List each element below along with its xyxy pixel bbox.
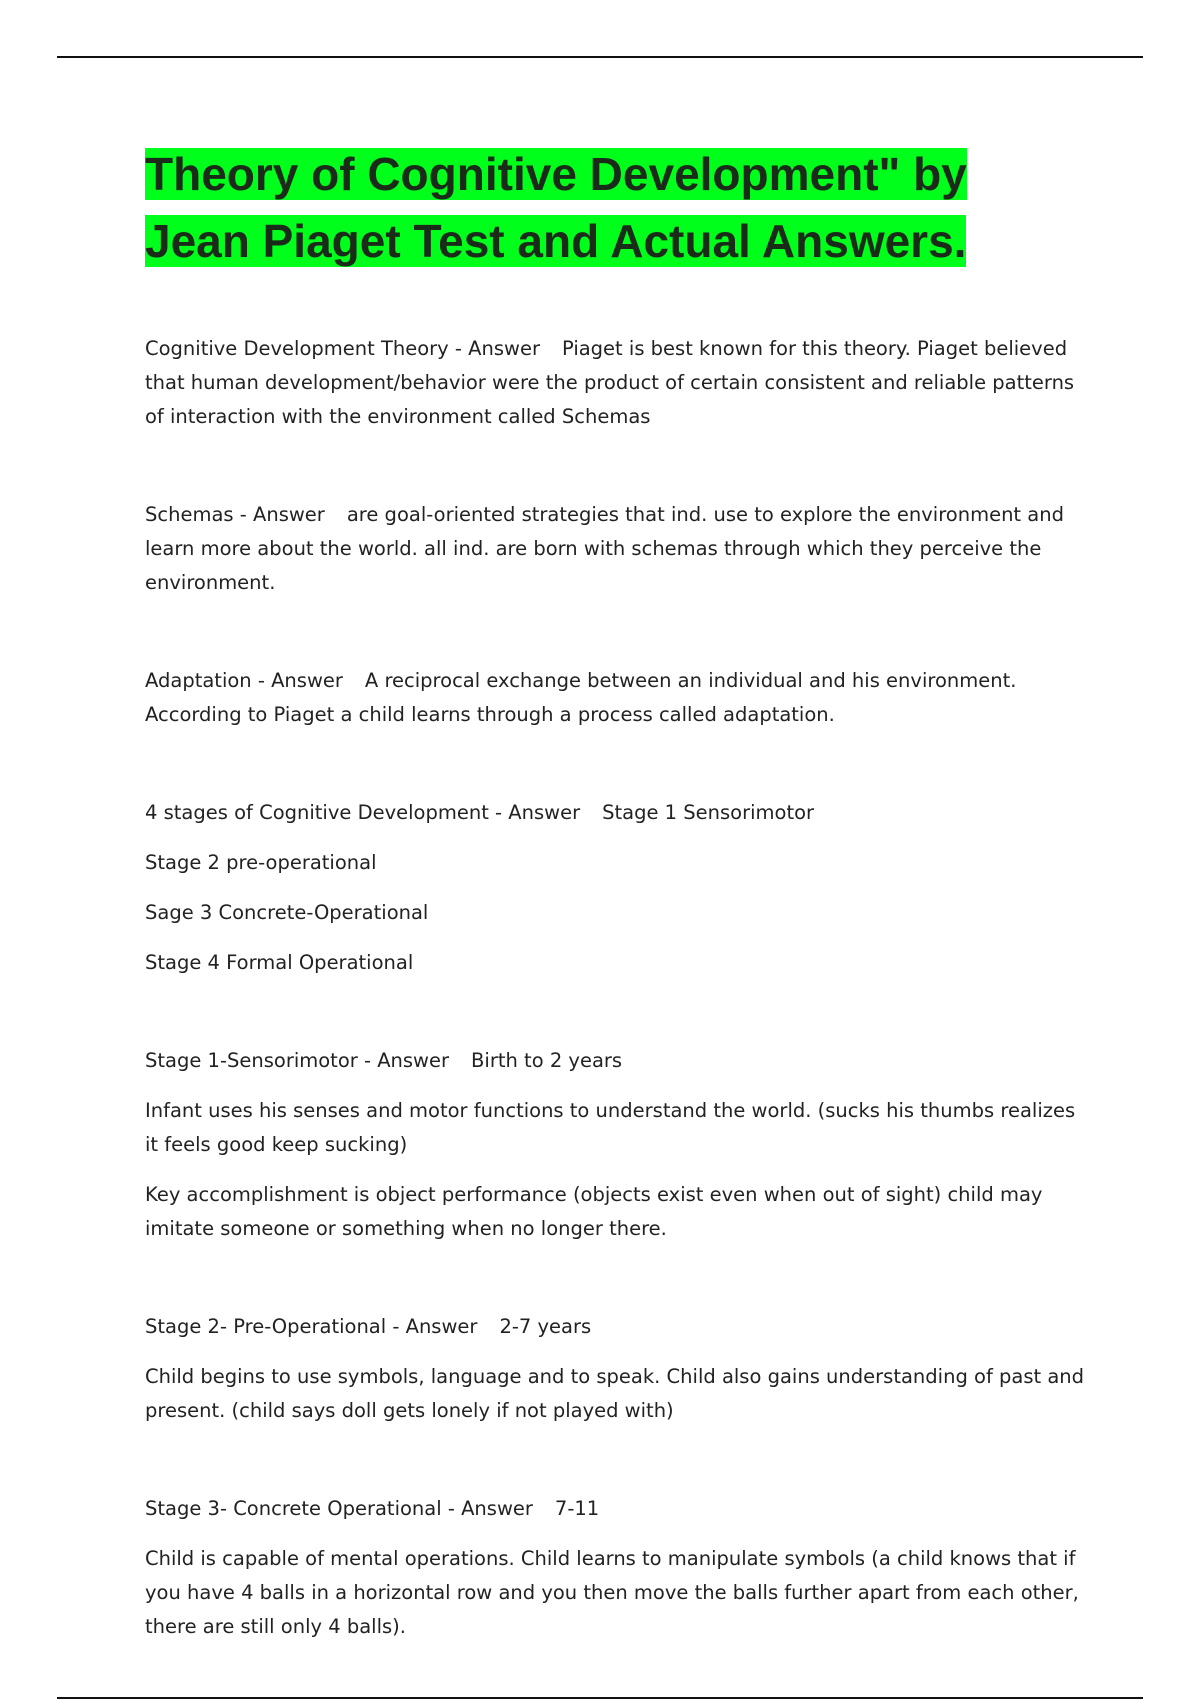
entry-answer: Piaget is best known for this theory. Piaget believed that human development/behavior were the product of certain consistent and reliable patterns of interaction with the environment called Schemas — [145, 337, 1075, 428]
entries-list — [145, 332, 1085, 1644]
entry-line — [145, 1492, 1085, 1526]
entry-four-stages — [145, 796, 1085, 980]
entry-paragraph: Key accomplishment is object performance (objects exist even when out of sight) child may imitate someone or something when no longer there. — [145, 1183, 1043, 1240]
entry-term: Stage 1-Sensorimotor - Answer — [145, 1049, 450, 1072]
entry-answer: Birth to 2 years — [471, 1049, 623, 1072]
entry-line — [145, 332, 1085, 434]
entry-cognitive-development-theory — [145, 332, 1085, 434]
entry-paragraph: Infant uses his senses and motor functions to understand the world. (sucks his thumbs realizes it feels good keep sucking) — [145, 1099, 1076, 1156]
entry-paragraph: Stage 4 Formal Operational — [145, 951, 414, 974]
entry-line — [145, 1310, 1085, 1344]
entry-paragraph: Sage 3 Concrete-Operational — [145, 901, 429, 924]
entry-answer: Stage 1 Sensorimotor — [602, 801, 815, 824]
entry-line — [145, 664, 1085, 732]
entry-stage-2-pre-operational — [145, 1310, 1085, 1428]
entry-term: 4 stages of Cognitive Development - Answer — [145, 801, 581, 824]
entry-adaptation — [145, 664, 1085, 732]
entry-term: Schemas - Answer — [145, 503, 325, 526]
entry-paragraph: Child begins to use symbols, language and to speak. Child also gains understanding of past and present. (child says doll gets lonely if not played with) — [145, 1365, 1085, 1422]
entry-paragraph: Child is capable of mental operations. Child learns to manipulate symbols (a child knows that if you have 4 balls in a horizontal row and you then move the balls further apart from each other, there are still only 4 balls). — [145, 1547, 1079, 1638]
entry-term: Stage 2- Pre-Operational - Answer — [145, 1315, 478, 1338]
entry-term: Adaptation - Answer — [145, 669, 343, 692]
entry-term: Stage 3- Concrete Operational - Answer — [145, 1497, 533, 1520]
document-content — [145, 146, 1085, 1644]
entry-stage-1-sensorimotor — [145, 1044, 1085, 1246]
entry-answer: 2-7 years — [499, 1315, 592, 1338]
entry-answer: A reciprocal exchange between an individual and his environment. According to Piaget a child learns through a process called adaptation. — [145, 669, 1017, 726]
entry-stage-3-concrete-operational — [145, 1492, 1085, 1644]
entry-answer: 7-11 — [554, 1497, 600, 1520]
entry-line — [145, 1044, 1085, 1078]
entry-answer: are goal-oriented strategies that ind. use to explore the environment and learn more about the world. all ind. are born with schemas through which they perceive the environment. — [145, 503, 1064, 594]
document-title: Theory of Cognitive Development" by Jean Piaget Test and Actual Answers. — [145, 148, 967, 267]
top-rule — [57, 56, 1143, 58]
bottom-rule — [57, 1697, 1143, 1699]
entry-line — [145, 498, 1085, 600]
entry-line — [145, 796, 1085, 830]
title-block — [145, 146, 1025, 280]
entry-schemas — [145, 498, 1085, 600]
entry-term: Cognitive Development Theory - Answer — [145, 337, 540, 360]
entry-paragraph: Stage 2 pre-operational — [145, 851, 377, 874]
